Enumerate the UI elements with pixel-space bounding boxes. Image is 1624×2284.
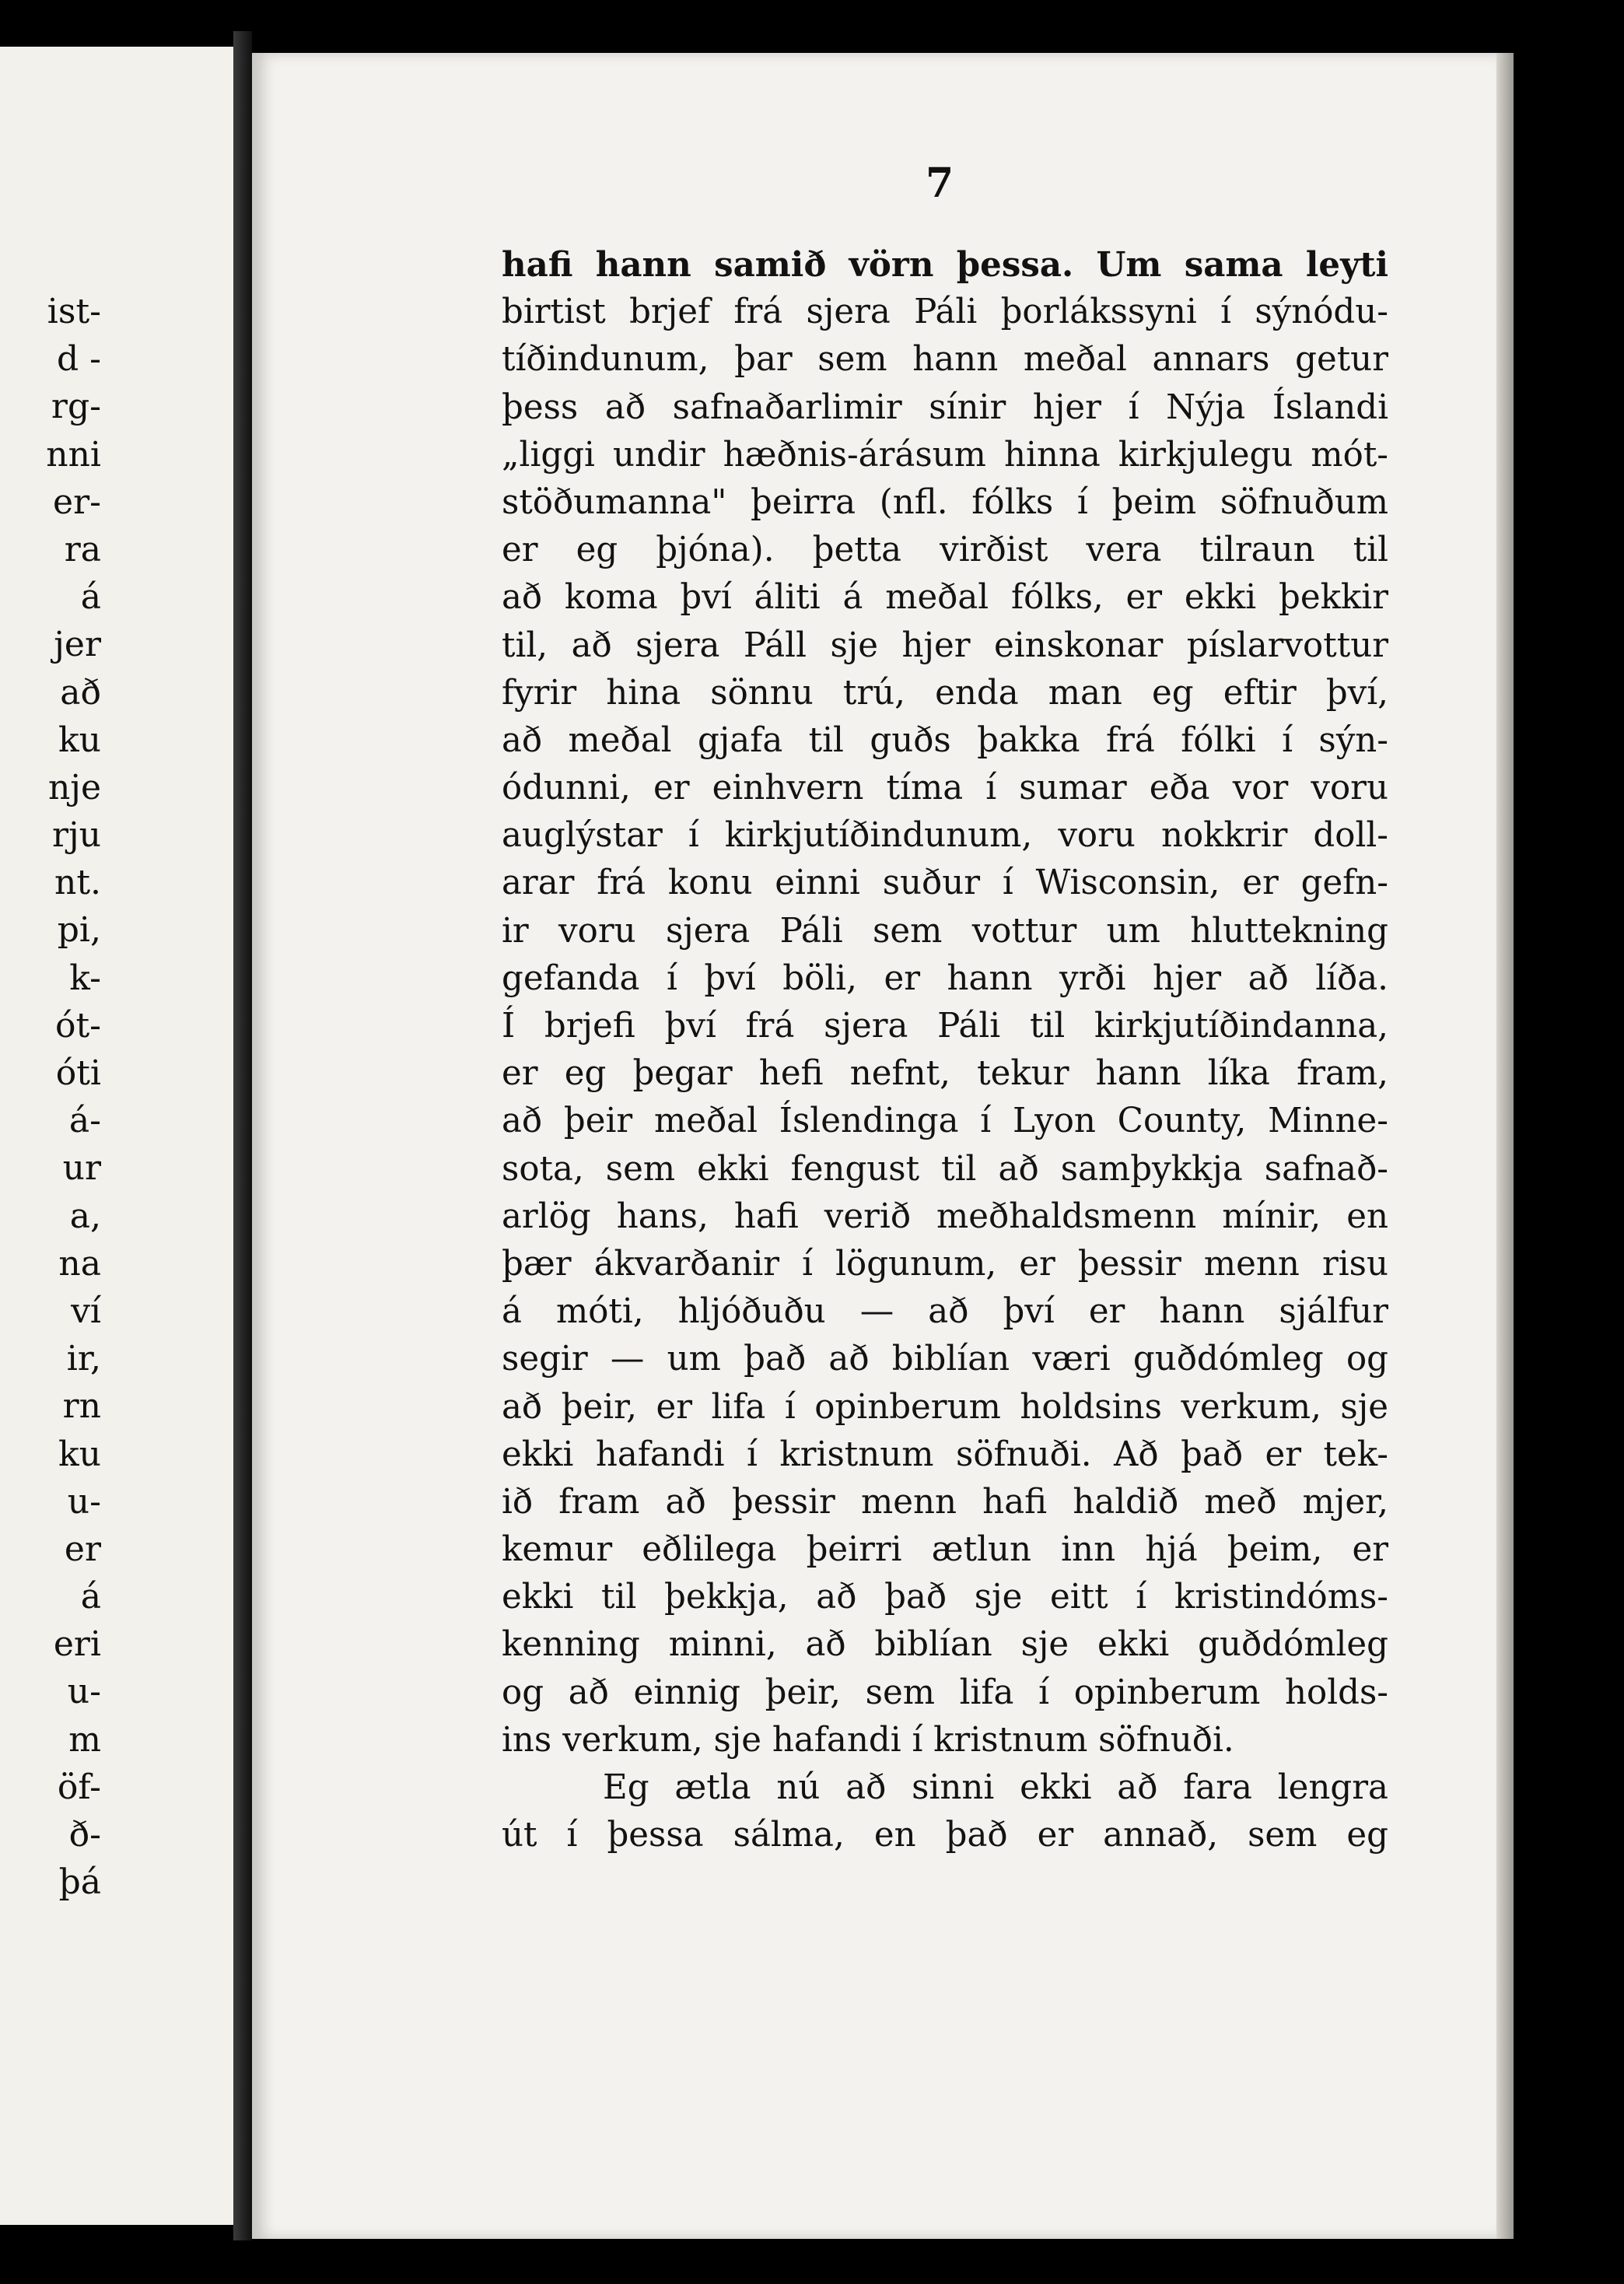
- facing-page-fragment: jer: [54, 625, 101, 665]
- text-line: sota, sem ekki fengust til að samþykkja safnað-: [502, 1149, 1388, 1189]
- facing-page-fragment: nje: [47, 767, 101, 807]
- facing-page-line-fragments: [0, 288, 101, 1906]
- facing-page-fragment: a,: [69, 1196, 101, 1236]
- facing-page-fragment: ví: [71, 1291, 101, 1331]
- facing-page-fragment: u-: [67, 1481, 101, 1522]
- text-line: segir — um það að biblían væri guðdómleg og: [502, 1340, 1388, 1379]
- facing-page-fragment: rju: [51, 815, 101, 856]
- page-edge: [1496, 53, 1514, 2239]
- facing-page-fragment: ð-: [68, 1815, 101, 1855]
- text-line: „liggi undir hæðnis-árásum hinna kirkjulegu mót-: [502, 435, 1388, 475]
- text-line: til, að sjera Páll sje hjer einskonar píslarvottur: [502, 625, 1388, 665]
- facing-page-fragment: öf-: [57, 1767, 101, 1807]
- facing-page-fragment: nni: [46, 434, 101, 475]
- text-line: Í brjefi því frá sjera Páli til kirkjutíðindanna,: [502, 1007, 1388, 1046]
- text-line: er eg þegar hefi nefnt, tekur hann líka fram,: [502, 1054, 1388, 1094]
- facing-page-fragment: d -: [56, 339, 101, 380]
- facing-page-fragment: á: [80, 577, 101, 618]
- facing-page-fragment: nt.: [54, 863, 101, 903]
- facing-page-fragment: er: [64, 1529, 101, 1569]
- facing-page-fragment: k-: [69, 958, 101, 998]
- text-line: ið fram að þessir menn hafi haldið með mjer,: [502, 1482, 1388, 1522]
- facing-page-fragment: na: [58, 1243, 101, 1284]
- text-line: hafi hann samið vörn þessa. Um sama leyti: [502, 245, 1388, 285]
- text-line: Eg ætla nú að sinni ekki að fara lengra: [603, 1768, 1388, 1807]
- facing-page-fragment: ir,: [66, 1339, 101, 1379]
- text-line: ódunni, er einhvern tíma í sumar eða vor voru: [502, 769, 1388, 808]
- text-line: þess að safnaðarlimir sínir hjer í Nýja Íslandi: [502, 387, 1388, 427]
- facing-page-fragment: óti: [55, 1053, 101, 1093]
- facing-page-fragment: ku: [58, 1434, 101, 1474]
- text-line: kemur eðlilega þeirri ætlun inn hjá þeim, er: [502, 1530, 1388, 1570]
- text-line: og að einnig þeir, sem lifa í opinberum holds-: [502, 1673, 1388, 1712]
- facing-page-fragment: á: [80, 1577, 101, 1617]
- text-line: ir voru sjera Páli sem vottur um hluttekning: [502, 911, 1388, 951]
- text-line: arar frá konu einni suður í Wisconsin, er gefn-: [502, 864, 1388, 903]
- text-line: stöðumanna" þeirra (nfl. fólks í þeim söfnuðum: [502, 482, 1388, 522]
- facing-page-fragment: er-: [53, 482, 101, 522]
- facing-page-fragment: á-: [68, 1101, 101, 1141]
- facing-page-fragment: m: [68, 1719, 101, 1760]
- text-line: gefanda í því böli, er hann yrði hjer að líða.: [502, 958, 1388, 998]
- text-line: að þeir meðal Íslendinga í Lyon County, Minne-: [502, 1102, 1388, 1141]
- facing-page-fragment: u-: [67, 1672, 101, 1712]
- page-number: 7: [926, 159, 954, 207]
- text-line: kenning minni, að biblían sje ekki guðdómleg: [502, 1625, 1388, 1665]
- facing-page-fragment: rn: [62, 1386, 101, 1427]
- facing-page-fragment: rg-: [51, 387, 101, 427]
- facing-page: [0, 47, 233, 2225]
- text-line: arlög hans, hafi verið meðhaldsmenn mínir, en: [502, 1196, 1388, 1236]
- facing-page-fragment: að: [60, 672, 101, 713]
- facing-page-fragment: þá: [58, 1862, 101, 1903]
- text-line: á móti, hljóðuðu — að því er hann sjálfur: [502, 1292, 1388, 1332]
- text-line: út í þessa sálma, en það er annað, sem eg: [502, 1816, 1388, 1855]
- facing-page-fragment: ist-: [47, 292, 101, 331]
- facing-page-fragment: ót-: [54, 1005, 101, 1046]
- facing-page-fragment: ku: [58, 720, 101, 760]
- text-line: birtist brjef frá sjera Páli þorlákssyni í sýnódu-: [502, 293, 1388, 332]
- body-text: [502, 241, 1388, 1859]
- text-line: auglýstar í kirkjutíðindunum, voru nokkrir doll-: [502, 816, 1388, 856]
- text-line: er eg þjóna). þetta virðist vera tilraun til: [502, 531, 1388, 570]
- facing-page-fragment: eri: [53, 1624, 101, 1665]
- text-line: ekki til þekkja, að það sje eitt í kristindóms-: [502, 1578, 1388, 1617]
- book-gutter: [233, 31, 252, 2240]
- text-line: þær ákvarðanir í lögunum, er þessir menn risu: [502, 1244, 1388, 1284]
- text-line: að þeir, er lifa í opinberum holdsins verkum, sje: [502, 1387, 1388, 1427]
- facing-page-fragment: ra: [64, 529, 101, 569]
- facing-page-fragment: ur: [62, 1148, 101, 1189]
- text-line: að meðal gjafa til guðs þakka frá fólki í sýn-: [502, 720, 1388, 760]
- text-line: ins verkum, sje hafandi í kristnum söfnuði.: [502, 1720, 1234, 1760]
- text-line: að koma því áliti á meðal fólks, er ekki þekkir: [502, 578, 1388, 618]
- text-line: ekki hafandi í kristnum söfnuði. Að það er tek-: [502, 1435, 1388, 1474]
- text-line: fyrir hina sönnu trú, enda man eg eftir því,: [502, 673, 1388, 713]
- facing-page-fragment: pi,: [57, 910, 101, 951]
- text-line: tíðindunum, þar sem hann meðal annars getur: [502, 340, 1388, 380]
